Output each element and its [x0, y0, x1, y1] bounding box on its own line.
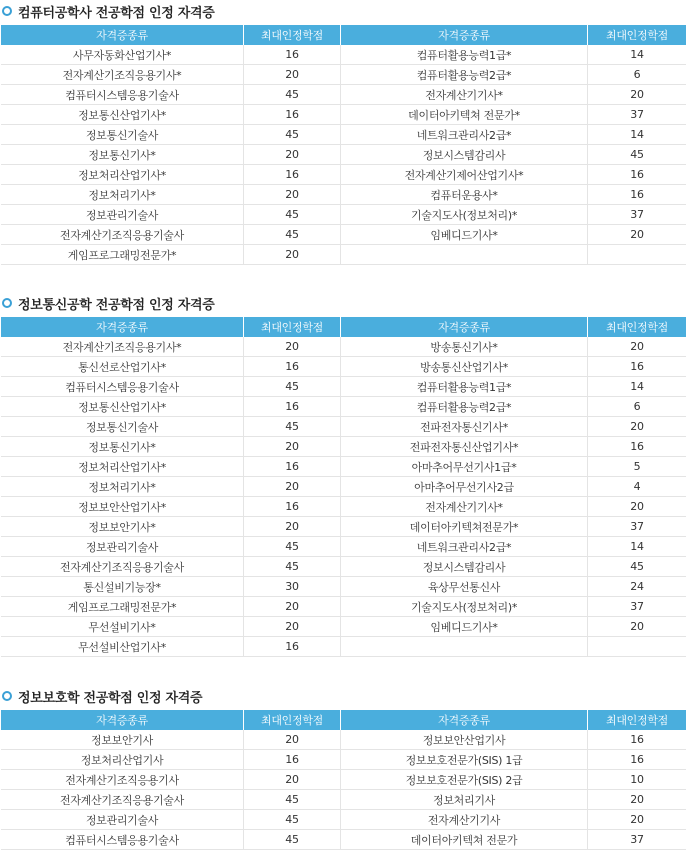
cert-name-cell: 전자계산기제어산업기사* [341, 165, 588, 185]
max-credit-cell: 37 [588, 205, 686, 225]
cert-name-cell: 컴퓨터시스템응용기술사 [1, 85, 244, 105]
table-row [1, 337, 686, 357]
max-credit-cell: 45 [244, 557, 341, 577]
max-credit-cell: 14 [588, 377, 686, 397]
certificate-table [1, 25, 686, 265]
max-credit-cell: 4 [588, 477, 686, 497]
cert-name-cell: 무선설비산업기사* [1, 637, 244, 657]
header-max-credit: 최대인정학점 [588, 317, 686, 337]
max-credit-cell: 37 [588, 830, 686, 850]
certificate-section [0, 685, 686, 850]
cert-name-cell: 정보보안산업기사* [1, 497, 244, 517]
cert-name-cell: 정보보안산업기사 [341, 730, 588, 750]
max-credit-cell: 20 [244, 770, 341, 790]
table-row [1, 85, 686, 105]
max-credit-cell: 16 [244, 357, 341, 377]
header-max-credit: 최대인정학점 [244, 710, 341, 730]
header-max-credit: 최대인정학점 [588, 25, 686, 45]
cert-name-cell: 정보통신기사* [1, 145, 244, 165]
cert-name-cell: 컴퓨터운용사* [341, 185, 588, 205]
max-credit-cell: 20 [588, 497, 686, 517]
cert-name-cell: 정보보호전문가(SIS) 1급 [341, 750, 588, 770]
table-row [1, 830, 686, 850]
cert-name-cell [341, 637, 588, 657]
table-header-row [1, 25, 686, 45]
max-credit-cell: 45 [588, 557, 686, 577]
table-row [1, 810, 686, 830]
header-cert-type: 자격증종류 [1, 710, 244, 730]
circle-bullet-icon [2, 691, 12, 701]
cert-name-cell: 정보처리기사* [1, 477, 244, 497]
cert-name-cell: 컴퓨터활용능력1급* [341, 45, 588, 65]
max-credit-cell: 45 [244, 537, 341, 557]
table-row [1, 477, 686, 497]
cert-name-cell: 정보통신산업기사* [1, 105, 244, 125]
max-credit-cell: 45 [244, 377, 341, 397]
max-credit-cell: 16 [244, 750, 341, 770]
cert-name-cell [341, 245, 588, 265]
cert-name-cell: 게임프로그래밍전문가* [1, 245, 244, 265]
header-max-credit: 최대인정학점 [244, 25, 341, 45]
max-credit-cell: 20 [244, 65, 341, 85]
max-credit-cell: 5 [588, 457, 686, 477]
table-row [1, 397, 686, 417]
max-credit-cell: 45 [244, 125, 341, 145]
cert-name-cell: 방송통신기사* [341, 337, 588, 357]
table-row [1, 637, 686, 657]
cert-name-cell: 전자계산기기사* [341, 497, 588, 517]
cert-name-cell: 정보관리기술사 [1, 537, 244, 557]
max-credit-cell: 6 [588, 65, 686, 85]
max-credit-cell: 20 [588, 790, 686, 810]
max-credit-cell: 16 [244, 457, 341, 477]
table-row [1, 205, 686, 225]
header-max-credit: 최대인정학점 [588, 710, 686, 730]
cert-name-cell: 정보처리산업기사* [1, 457, 244, 477]
cert-name-cell: 통신설비기능장* [1, 577, 244, 597]
cert-name-cell: 컴퓨터시스템응용기술사 [1, 830, 244, 850]
max-credit-cell: 20 [588, 85, 686, 105]
table-row [1, 597, 686, 617]
max-credit-cell: 37 [588, 105, 686, 125]
cert-name-cell: 아마추어무선기사2급 [341, 477, 588, 497]
max-credit-cell: 20 [244, 597, 341, 617]
cert-name-cell: 정보통신기술사 [1, 125, 244, 145]
max-credit-cell [588, 245, 686, 265]
max-credit-cell: 16 [244, 637, 341, 657]
max-credit-cell: 20 [244, 730, 341, 750]
cert-name-cell: 아마추어무선기사1급* [341, 457, 588, 477]
cert-name-cell: 컴퓨터시스템응용기술사 [1, 377, 244, 397]
max-credit-cell [588, 637, 686, 657]
cert-name-cell: 데이터아키텍쳐 전문가* [341, 105, 588, 125]
cert-name-cell: 정보시스템감리사 [341, 557, 588, 577]
cert-name-cell: 네트워크관리사2급* [341, 537, 588, 557]
table-row [1, 165, 686, 185]
table-row [1, 357, 686, 377]
certificate-table [1, 710, 686, 850]
cert-name-cell: 정보처리기사 [341, 790, 588, 810]
cert-name-cell: 게임프로그래밍전문가* [1, 597, 244, 617]
max-credit-cell: 20 [244, 245, 341, 265]
max-credit-cell: 37 [588, 517, 686, 537]
table-row [1, 730, 686, 750]
certificate-table [1, 317, 686, 657]
header-max-credit: 최대인정학점 [244, 317, 341, 337]
max-credit-cell: 16 [244, 105, 341, 125]
cert-name-cell: 네트워크관리사2급* [341, 125, 588, 145]
circle-bullet-icon [2, 298, 12, 308]
cert-name-cell: 전자계산기조직응용기술사 [1, 557, 244, 577]
max-credit-cell: 45 [588, 145, 686, 165]
max-credit-cell: 45 [244, 205, 341, 225]
max-credit-cell: 20 [588, 810, 686, 830]
cert-name-cell: 전자계산기조직응용기술사 [1, 225, 244, 245]
max-credit-cell: 20 [244, 145, 341, 165]
circle-bullet-icon [2, 6, 12, 16]
header-cert-type: 자격증종류 [341, 710, 588, 730]
max-credit-cell: 16 [244, 497, 341, 517]
max-credit-cell: 45 [244, 85, 341, 105]
cert-name-cell: 전자계산기기사 [341, 810, 588, 830]
cert-name-cell: 데이터아키텍쳐전문가* [341, 517, 588, 537]
cert-name-cell: 정보보호전문가(SIS) 2급 [341, 770, 588, 790]
max-credit-cell: 16 [588, 165, 686, 185]
cert-name-cell: 정보관리기술사 [1, 810, 244, 830]
max-credit-cell: 16 [244, 397, 341, 417]
table-row [1, 105, 686, 125]
max-credit-cell: 20 [588, 337, 686, 357]
cert-name-cell: 사무자동화산업기사* [1, 45, 244, 65]
table-row [1, 537, 686, 557]
max-credit-cell: 16 [244, 45, 341, 65]
cert-name-cell: 전자계산기조직응용기사* [1, 337, 244, 357]
max-credit-cell: 20 [244, 437, 341, 457]
cert-name-cell: 컴퓨터활용능력2급* [341, 397, 588, 417]
max-credit-cell: 16 [588, 185, 686, 205]
cert-name-cell: 전파전자통신산업기사* [341, 437, 588, 457]
header-cert-type: 자격증종류 [1, 317, 244, 337]
max-credit-cell: 20 [244, 185, 341, 205]
cert-name-cell: 무선설비기사* [1, 617, 244, 637]
cert-name-cell: 임베디드기사* [341, 617, 588, 637]
table-row [1, 750, 686, 770]
table-row [1, 770, 686, 790]
header-cert-type: 자격증종류 [1, 25, 244, 45]
cert-name-cell: 정보처리산업기사* [1, 165, 244, 185]
max-credit-cell: 16 [588, 730, 686, 750]
table-row [1, 145, 686, 165]
max-credit-cell: 16 [588, 750, 686, 770]
cert-name-cell: 데이터아키텍쳐 전문가 [341, 830, 588, 850]
cert-name-cell: 기술지도사(정보처리)* [341, 597, 588, 617]
cert-name-cell: 방송통신산업기사* [341, 357, 588, 377]
certificate-section [0, 292, 686, 657]
max-credit-cell: 14 [588, 45, 686, 65]
table-header-row [1, 710, 686, 730]
table-row [1, 557, 686, 577]
table-row [1, 497, 686, 517]
max-credit-cell: 6 [588, 397, 686, 417]
cert-name-cell: 전자계산기기사* [341, 85, 588, 105]
section-title [0, 292, 686, 314]
table-row [1, 225, 686, 245]
max-credit-cell: 16 [244, 165, 341, 185]
cert-name-cell: 전파전자통신기사* [341, 417, 588, 437]
header-cert-type: 자격증종류 [341, 317, 588, 337]
cert-name-cell: 육상무선통신사 [341, 577, 588, 597]
max-credit-cell: 45 [244, 790, 341, 810]
table-row [1, 577, 686, 597]
section-title-text: 정보보호학 전공학점 인정 자격증 [18, 690, 203, 706]
table-row [1, 457, 686, 477]
max-credit-cell: 30 [244, 577, 341, 597]
max-credit-cell: 45 [244, 417, 341, 437]
max-credit-cell: 14 [588, 125, 686, 145]
table-row [1, 377, 686, 397]
cert-name-cell: 기술지도사(정보처리)* [341, 205, 588, 225]
max-credit-cell: 16 [588, 357, 686, 377]
cert-name-cell: 정보통신기술사 [1, 417, 244, 437]
cert-name-cell: 전자계산기조직응용기사 [1, 770, 244, 790]
table-row [1, 45, 686, 65]
table-row [1, 65, 686, 85]
max-credit-cell: 20 [244, 617, 341, 637]
max-credit-cell: 14 [588, 537, 686, 557]
max-credit-cell: 20 [588, 417, 686, 437]
max-credit-cell: 20 [588, 617, 686, 637]
max-credit-cell: 16 [588, 437, 686, 457]
max-credit-cell: 45 [244, 810, 341, 830]
max-credit-cell: 20 [588, 225, 686, 245]
table-row [1, 790, 686, 810]
max-credit-cell: 45 [244, 830, 341, 850]
table-row [1, 437, 686, 457]
section-title [0, 0, 686, 22]
table-row [1, 417, 686, 437]
section-title-text: 컴퓨터공학사 전공학점 인정 자격증 [18, 5, 215, 21]
cert-name-cell: 정보보안기사 [1, 730, 244, 750]
table-row [1, 245, 686, 265]
max-credit-cell: 24 [588, 577, 686, 597]
cert-name-cell: 정보통신산업기사* [1, 397, 244, 417]
max-credit-cell: 20 [244, 337, 341, 357]
cert-name-cell: 정보시스템감리사 [341, 145, 588, 165]
cert-name-cell: 임베디드기사* [341, 225, 588, 245]
cert-name-cell: 전자계산기조직응용기술사 [1, 790, 244, 810]
cert-name-cell: 정보처리기사* [1, 185, 244, 205]
max-credit-cell: 45 [244, 225, 341, 245]
cert-name-cell: 정보보안기사* [1, 517, 244, 537]
table-row [1, 125, 686, 145]
cert-name-cell: 컴퓨터활용능력2급* [341, 65, 588, 85]
cert-name-cell: 정보관리기술사 [1, 205, 244, 225]
table-header-row [1, 317, 686, 337]
table-row [1, 517, 686, 537]
max-credit-cell: 10 [588, 770, 686, 790]
section-title [0, 685, 686, 707]
cert-name-cell: 컴퓨터활용능력1급* [341, 377, 588, 397]
section-title-text: 정보통신공학 전공학점 인정 자격증 [18, 297, 215, 313]
max-credit-cell: 37 [588, 597, 686, 617]
certificate-section [0, 0, 686, 265]
cert-name-cell: 정보통신기사* [1, 437, 244, 457]
cert-name-cell: 정보처리산업기사 [1, 750, 244, 770]
max-credit-cell: 20 [244, 517, 341, 537]
header-cert-type: 자격증종류 [341, 25, 588, 45]
table-row [1, 617, 686, 637]
cert-name-cell: 통신선로산업기사* [1, 357, 244, 377]
table-row [1, 185, 686, 205]
cert-name-cell: 전자계산기조직응용기사* [1, 65, 244, 85]
max-credit-cell: 20 [244, 477, 341, 497]
